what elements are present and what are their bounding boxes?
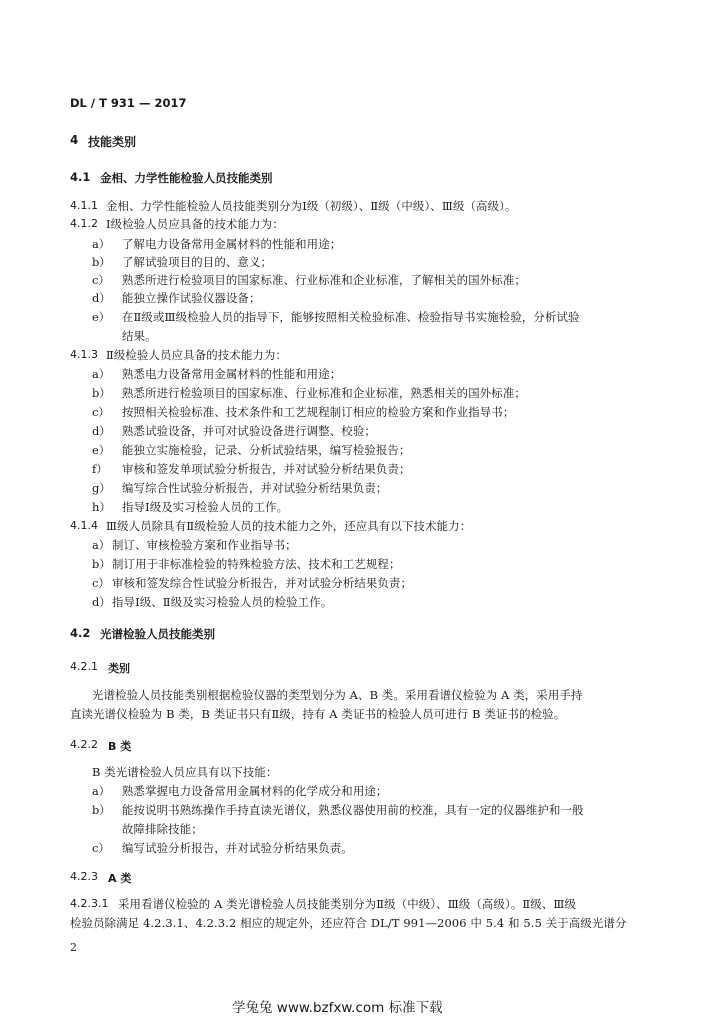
list-item: 审核和签发综合性试验分析报告，并对试验分析结果负责； [112,576,413,590]
list-item-marker: f） [92,462,108,476]
list-item-marker: d） [92,291,111,305]
watermark-text: 学兔兔 www.bzfxw.com 标准下载 [232,1000,443,1016]
list-item-continuation: 结果。 [122,329,157,343]
clause-4-2-3-1-number: 4.2.3.1 [70,897,109,910]
section-4-title: 技能类别 [88,135,137,149]
paragraph-line: 直读光谱仪检验为 B 类，B 类证书只有Ⅱ级，持有 A 类证书的检验人员可进行 B 类证书的检验。 [70,707,566,721]
paragraph-line: 采用看谱仪检验的 A 类光谱检验人员技能类别分为Ⅱ级（中级）、Ⅲ级（高级）。Ⅱ级、Ⅲ级 [118,897,577,911]
list-item-marker: b） [92,557,111,571]
list-item-marker: a） [92,367,111,381]
list-item-marker: b） [92,386,111,400]
list-item: 编写综合性试验分析报告，并对试验分析结果负责； [122,481,388,495]
section-4-1-number: 4.1 [70,170,91,184]
section-4-1-title: 金相、力学性能检验人员技能类别 [100,171,273,185]
list-item: 能按说明书熟练操作手持直读光谱仪，熟悉仪器使用前的校准，具有一定的仪器维护和一般 [122,803,584,817]
paragraph-line: 检验员除满足 4.2.3.1、4.2.3.2 相应的规定外，还应符合 DL/T 991—2006 中 5.4 和 5.5 关于高级光谱分 [70,916,627,930]
clause-4-1-4-text: Ⅲ级人员除具有Ⅱ级检验人员的技术能力之外，还应具有以下技术能力： [106,519,472,533]
list-item: 了解试验项目的目的、意义； [122,255,273,269]
clause-4-1-4-number: 4.1.4 [70,519,98,532]
list-item: 制订用于非标准检验的特殊检验方法、技术和工艺规程； [112,557,401,571]
section-4-2-title: 光谱检验人员技能类别 [100,627,215,641]
list-item: 审核和签发单项试验分析报告，并对试验分析结果负责； [122,462,411,476]
list-item: 熟悉试验设备，并可对试验设备进行调整、校验； [122,424,376,438]
page-number: 2 [70,941,77,954]
clause-4-2-2-title: B 类 [108,740,132,753]
clause-4-1-1-text: 金相、力学性能检验人员技能类别分为Ⅰ级（初级）、Ⅱ级（中级）、Ⅲ级（高级）。 [106,199,517,213]
list-item: 制订、审核检验方案和作业指导书； [112,538,297,552]
paragraph-line: 光谱检验人员技能类别根据检验仪器的类型划分为 A、B 类。采用看谱仪检验为 A 类，采用手持 [92,688,583,702]
list-item-marker: e） [92,310,111,324]
clause-4-2-1-number: 4.2.1 [70,660,98,673]
list-item: 指导Ⅰ级、Ⅱ级及实习检验人员的检验工作。 [112,595,333,609]
section-4-2-number: 4.2 [70,626,91,640]
list-item: 熟悉所进行检验项目的国家标准、行业标准和企业标准，熟悉相关的国外标准； [122,386,526,400]
list-item-marker: c） [92,405,110,419]
paragraph-line: B 类光谱检验人员应具有以下技能： [92,765,278,779]
list-item-marker: e） [92,443,111,457]
list-item-marker: d） [92,595,111,609]
document-code-header: DL / T 931 — 2017 [70,96,187,110]
clause-4-1-2-number: 4.1.2 [70,217,98,230]
list-item: 熟悉所进行检验项目的国家标准、行业标准和企业标准，了解相关的国外标准； [122,273,526,287]
clause-4-1-2-text: Ⅰ级检验人员应具备的技术能力为： [106,217,284,231]
list-item: 按照相关检验标准、技术条件和工艺规程制订相应的检验方案和作业指导书； [122,405,515,419]
clause-4-2-3-number: 4.2.3 [70,870,98,883]
list-item: 在Ⅱ级或Ⅲ级检验人员的指导下，能够按照相关检验标准、检验指导书实施检验，分析试验 [122,310,580,324]
list-item-marker: c） [92,273,110,287]
list-item-marker: a） [92,237,111,251]
list-item-marker: a） [92,538,111,552]
list-item-marker: c） [92,576,110,590]
clause-4-1-1-number: 4.1.1 [70,199,98,212]
list-item-marker: b） [92,255,111,269]
list-item-marker: b） [92,803,111,817]
clause-4-2-2-number: 4.2.2 [70,738,98,751]
list-item-marker: g） [92,481,111,495]
list-item: 熟悉电力设备常用金属材料的性能和用途； [122,367,342,381]
list-item: 能独立操作试验仪器设备； [122,291,261,305]
list-item: 编写试验分析报告，并对试验分析结果负责。 [122,841,353,855]
list-item: 能独立实施检验，记录、分析试验结果，编写检验报告； [122,443,411,457]
list-item-marker: c） [92,841,110,855]
clause-4-2-1-title: 类别 [108,662,130,675]
list-item-continuation: 故障排除技能； [122,822,203,836]
list-item: 熟悉掌握电力设备常用金属材料的化学成分和用途； [122,784,388,798]
section-4-number: 4 [70,133,79,147]
clause-4-1-3-text: Ⅱ级检验人员应具备的技术能力为： [106,348,288,362]
list-item: 了解电力设备常用金属材料的性能和用途； [122,237,342,251]
clause-4-2-3-title: A 类 [108,872,132,885]
list-item-marker: h） [92,500,111,514]
list-item-marker: d） [92,424,111,438]
list-item-marker: a） [92,784,111,798]
clause-4-1-3-number: 4.1.3 [70,348,98,361]
list-item: 指导Ⅰ级及实习检验人员的工作。 [122,500,289,514]
